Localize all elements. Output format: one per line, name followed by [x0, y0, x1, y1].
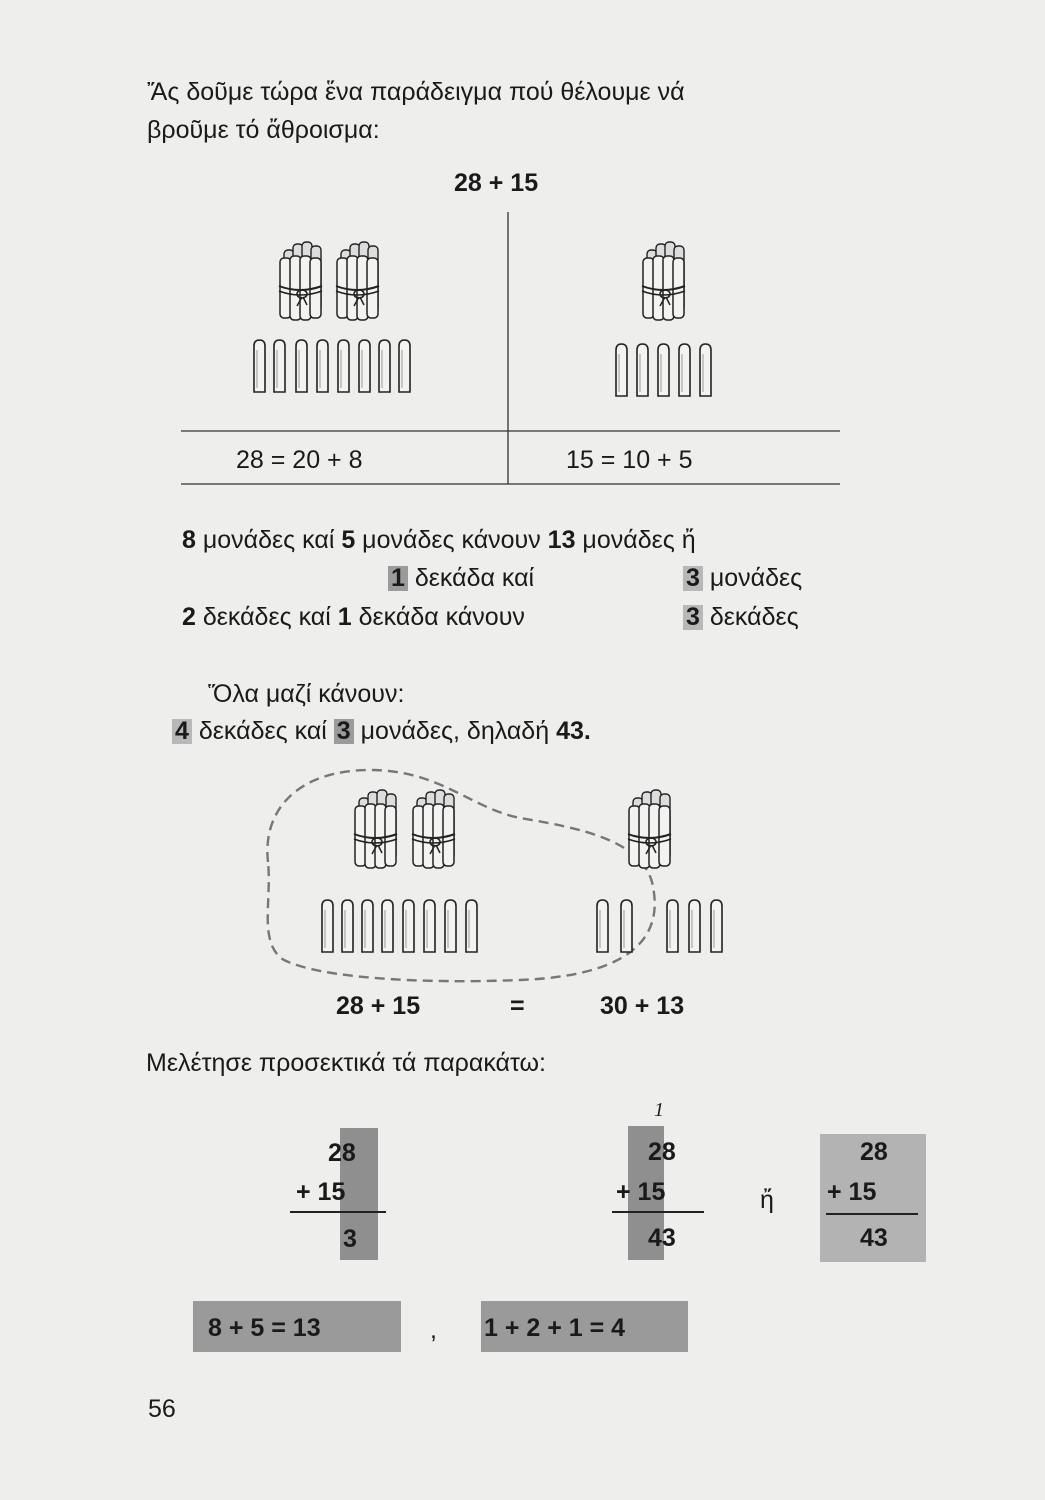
tens-sum-text: 1 + 2 + 1 = 4 — [484, 1314, 626, 1342]
column-b-top: 28 — [648, 1138, 676, 1166]
explanation-row-2-left: 1 δεκάδα καί — [388, 566, 534, 591]
column-c-middle: + 15 — [827, 1178, 877, 1206]
decomposition-right: 15 = 10 + 5 — [566, 446, 693, 474]
single-stick-icon — [379, 340, 390, 392]
regroup-left: 28 + 15 — [336, 992, 421, 1020]
single-stick-icon — [700, 344, 711, 396]
tens-total-box: 3 — [683, 605, 703, 630]
regroup-right: 30 + 13 — [600, 992, 685, 1020]
bundle-of-ten-sticks-icon — [642, 242, 685, 320]
single-stick-icon — [424, 900, 435, 952]
single-stick-icon — [667, 900, 678, 952]
bundle-of-ten-sticks-icon — [354, 790, 397, 868]
units-result-box: 3 — [334, 719, 354, 744]
single-stick-icon — [445, 900, 456, 952]
single-stick-icon — [658, 344, 669, 396]
decomposition-left: 28 = 20 + 8 — [236, 446, 363, 474]
regroup-equals: = — [510, 992, 525, 1020]
sum-separator-comma: , — [430, 1316, 437, 1344]
column-c-result: 43 — [860, 1224, 888, 1252]
units-sum-text: 8 + 5 = 13 — [208, 1314, 321, 1342]
explanation-row-3-right: 3 δεκάδες — [683, 605, 799, 630]
single-stick-icon — [616, 344, 627, 396]
column-b-middle: + 15 — [616, 1178, 666, 1206]
single-stick-icon — [399, 340, 410, 392]
single-stick-icon — [597, 900, 608, 952]
single-stick-icon — [274, 340, 285, 392]
single-stick-icon — [621, 900, 632, 952]
intro-line-2: βροῦμε τό ἄθροισμα: — [147, 116, 380, 144]
explanation-row-3-left: 2 δεκάδες καί 1 δεκάδα κάνουν — [182, 603, 525, 631]
single-stick-icon — [362, 900, 373, 952]
single-stick-icon — [689, 900, 700, 952]
unit-digit-box: 3 — [683, 566, 703, 591]
single-stick-icon — [711, 900, 722, 952]
single-stick-icon — [382, 900, 393, 952]
single-stick-icon — [403, 900, 414, 952]
explanation-row-1: 8 μονάδες καί 5 μονάδες κάνουν 13 μονάδες ἤ — [182, 526, 696, 554]
final-result-row: 4 δεκάδες καί 3 μονάδες, δηλαδή 43. — [172, 719, 591, 744]
intro-line-1: Ἄς δοῦμε τώρα ἕνα παράδειγμα πού θέλουμε νά — [147, 78, 685, 106]
single-stick-icon — [359, 340, 370, 392]
single-stick-icon — [322, 900, 333, 952]
single-stick-icon — [342, 900, 353, 952]
column-a-middle: + 15 — [296, 1178, 346, 1206]
bundle-of-ten-sticks-icon — [628, 790, 671, 868]
single-stick-icon — [338, 340, 349, 392]
single-stick-icon — [254, 340, 265, 392]
ten-digit-box: 1 — [388, 566, 408, 591]
tens-result-box: 4 — [172, 719, 192, 744]
column-a-top: 28 — [328, 1139, 356, 1167]
study-instruction: Μελέτησε προσεκτικά τά παρακάτω: — [146, 1049, 546, 1077]
column-a-result: 3 — [343, 1225, 357, 1253]
single-stick-icon — [296, 340, 307, 392]
single-stick-icon — [317, 340, 328, 392]
problem-title: 28 + 15 — [454, 169, 539, 197]
carry-digit: 1 — [654, 1099, 664, 1121]
bundle-of-ten-sticks-icon — [412, 790, 455, 868]
bundle-of-ten-sticks-icon — [279, 242, 322, 320]
bundle-of-ten-sticks-icon — [336, 242, 379, 320]
single-stick-icon — [679, 344, 690, 396]
or-word: ἤ — [760, 1186, 774, 1214]
explanation-row-2-right: 3 μονάδες — [683, 566, 802, 591]
single-stick-icon — [466, 900, 477, 952]
single-stick-icon — [637, 344, 648, 396]
page-number: 56 — [148, 1395, 176, 1423]
all-together-label: Ὅλα μαζί κάνουν: — [208, 680, 405, 708]
column-c-top: 28 — [860, 1138, 888, 1166]
column-b-result: 43 — [648, 1224, 676, 1252]
